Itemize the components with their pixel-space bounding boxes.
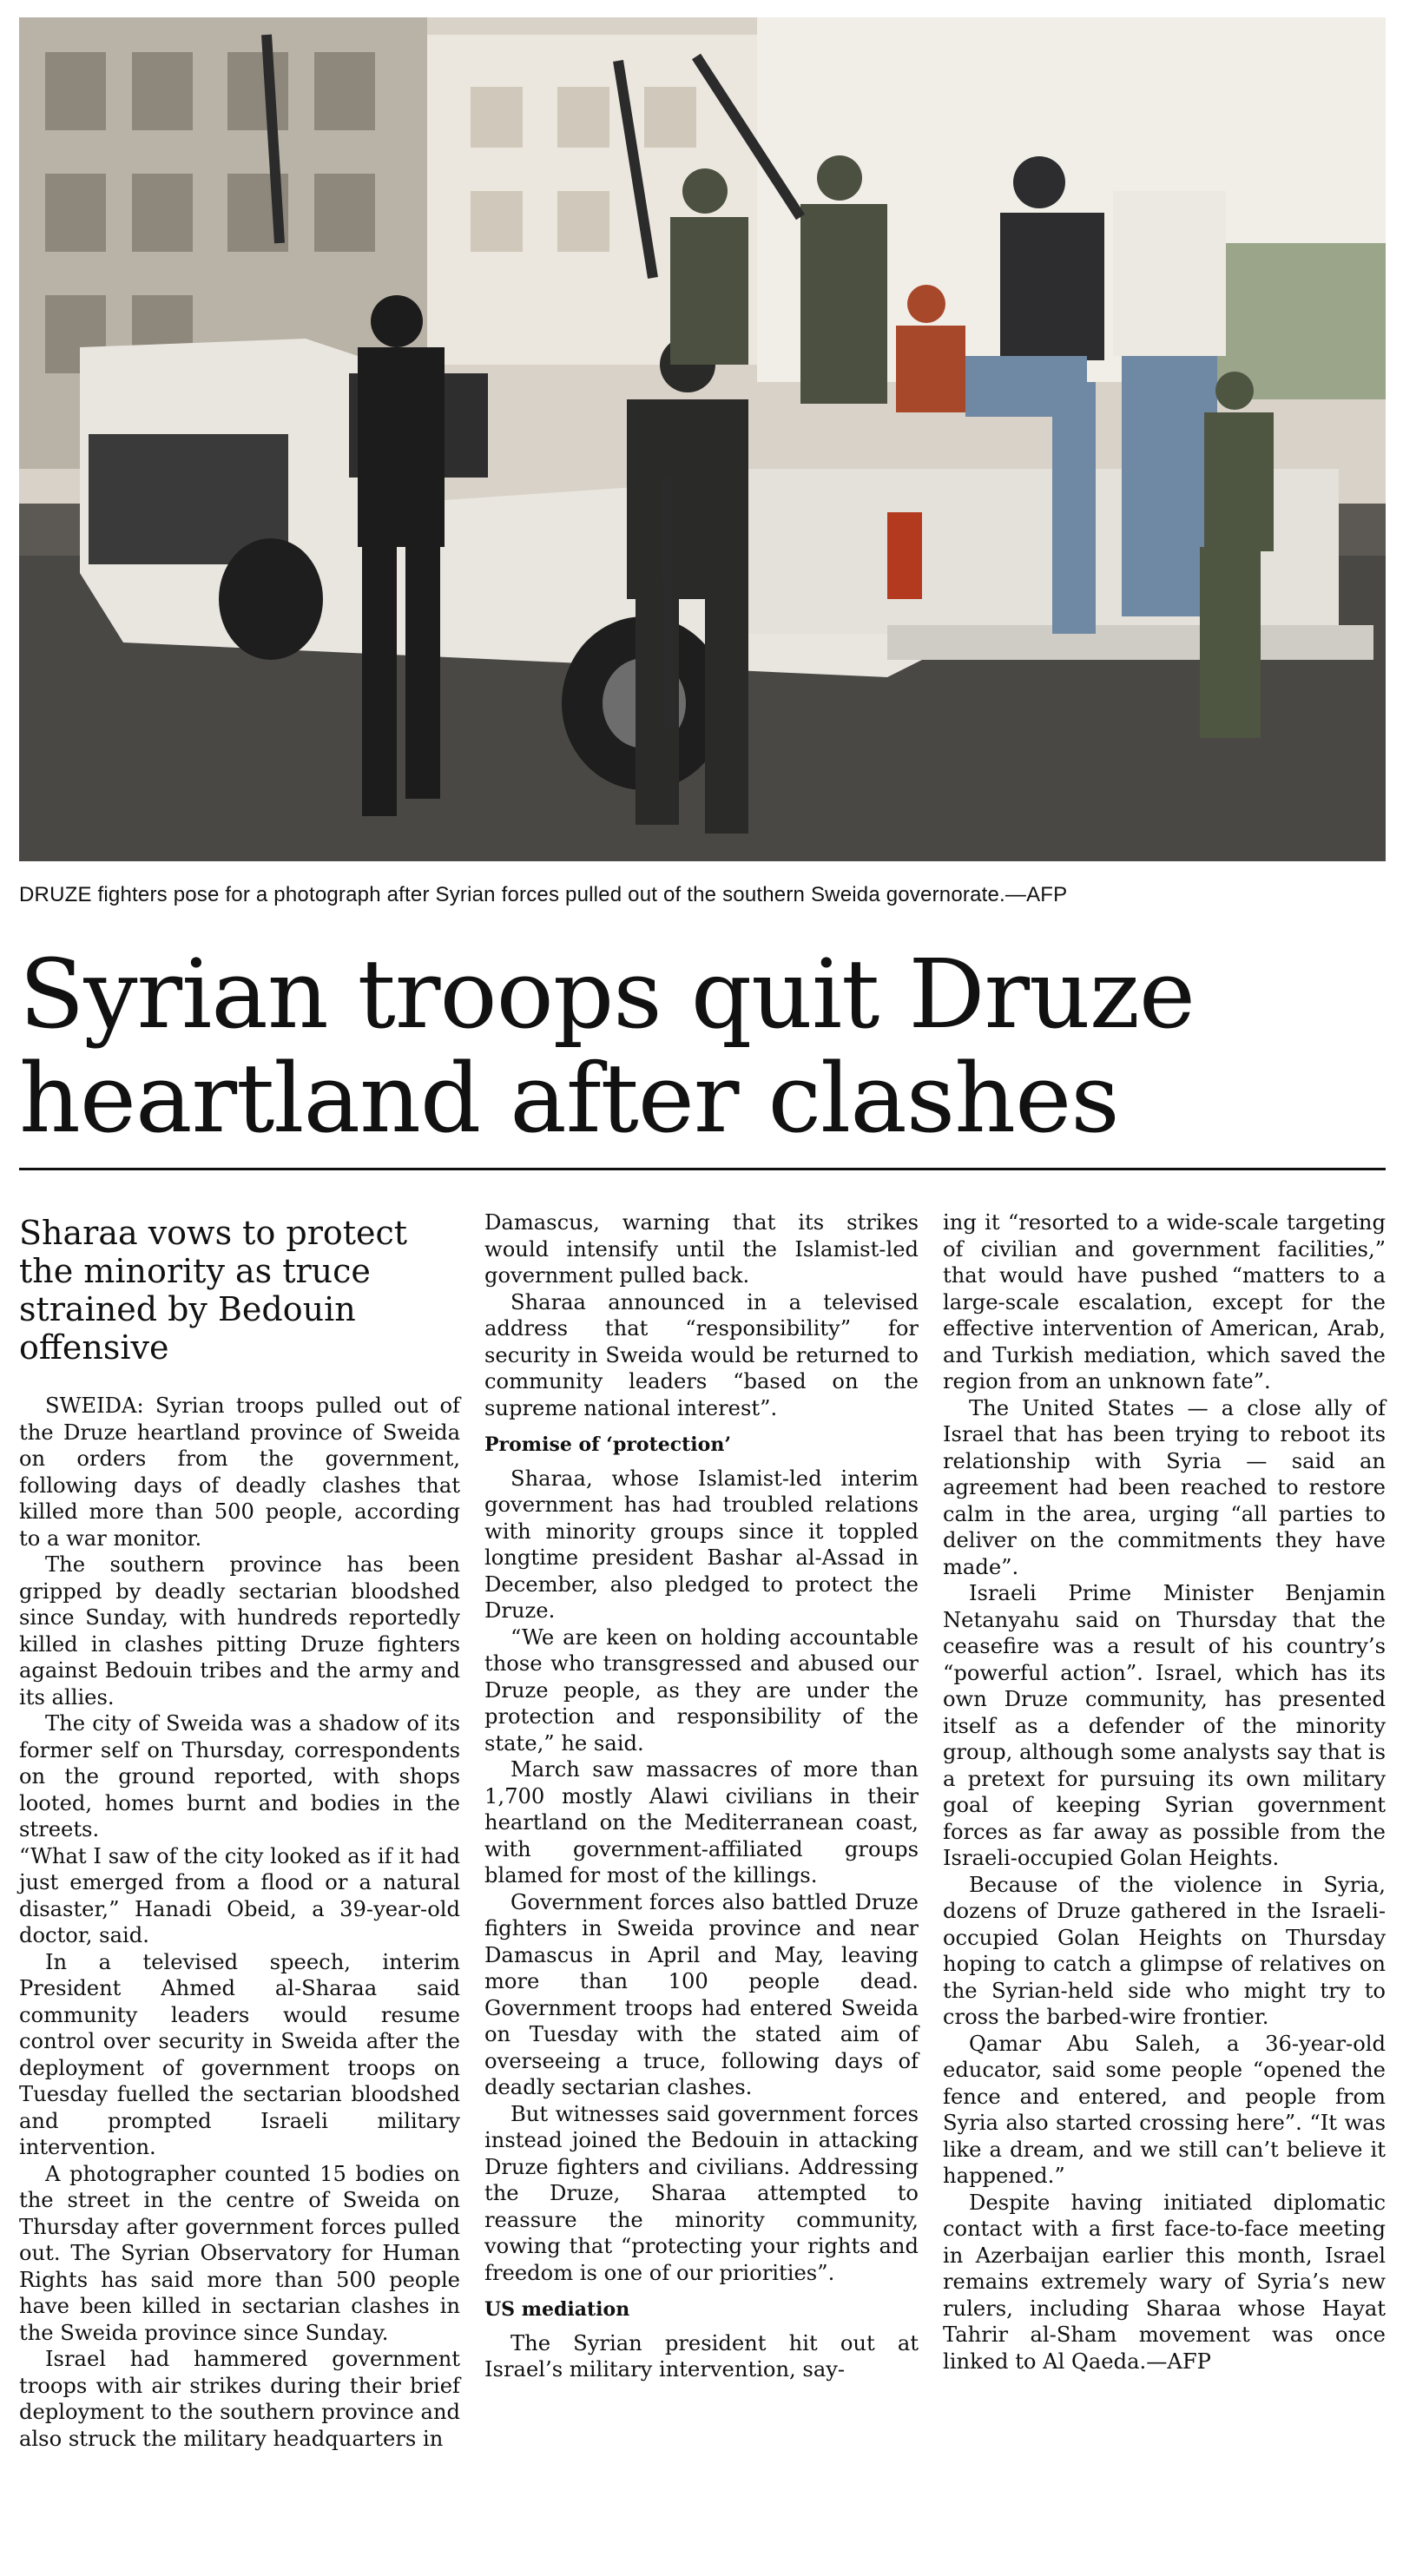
paragraph: The city of Sweida was a shadow of its former self on Thursday, correspondents on the ground reported, with shops looted, homes burnt and bodies in the streets. [19, 1711, 460, 1841]
article-column-2 [484, 1209, 919, 2383]
photo-caption: DRUZE fighters pose for a photograph after Syrian forces pulled out of the southern Sweida governorate.—AFP [19, 883, 1068, 906]
paragraph: Israeli Prime Minister Benjamin Netanyahu said on Thursday that the ceasefire was a result of his country’s “powerful action”. Israel, which has its own Druze community, has presented itself as a defender of the minority group, although some analysts say that is a pretext for pursuing its own military goal of keeping Syrian government forces as far away as possible from the Israeli-occupied Golan Heights. [943, 1581, 1386, 1870]
paragraph: ing it “resorted to a wide-scale targeting of civilian and government facilities,” that would have pushed “matters to a large-scale escalation, except for the effective intervention of American, Arab, and Turkish mediation, which saved the region from an unknown fate”. [943, 1210, 1386, 1393]
headline-rule [19, 1168, 1386, 1170]
news-photo-illustration [19, 17, 1386, 861]
paragraph: In a televised speech, interim President Ahmed al-Sharaa said community leaders would resume control over security in Sweida after the deployment of government troops on Tuesday fuelled the sectarian bloodshed and prompted Israeli military intervention. [19, 1949, 460, 2159]
paragraph: Government forces also battled Druze fighters in Sweida province and near Damascus in April and May, leaving more than 100 people dead. Government troops had entered Sweida on Tuesday with the stated aim of overseeing a truce, following days of deadly sectarian clashes. [484, 1889, 919, 2099]
article-column-3 [943, 1209, 1386, 2375]
paragraph: Sharaa announced in a televised address that “responsibility” for security in Sweida would be returned to community leaders “based on the supreme national interest”. [484, 1289, 919, 1420]
paragraph: Israel had hammered government troops with air strikes during their brief deployment to the southern province and also struck the military headquarters in [19, 2347, 460, 2451]
paragraph: The southern province has been gripped by deadly sectarian bloodshed since Sunday, with hundreds reportedly killed in clashes pitting Druze fighters against Bedouin tribes and the army and its allies. [19, 1552, 460, 1710]
paragraph: Because of the violence in Syria, dozens of Druze gathered in the Israeli-occupied Golan Heights on Thursday hoping to catch a glimpse of relatives on the Syrian-held side who might try to cross the barbed-wire frontier. [943, 1872, 1386, 2029]
paragraph: SWEIDA: Syrian troops pulled out of the Druze heartland province of Sweida on orders from the government, following days of deadly clashes that killed more than 500 people, according to a war monitor. [19, 1393, 460, 1551]
deck: Sharaa vows to protect the minority as truce strained by Bedouin offensive [19, 1214, 408, 1367]
headline-line-2: heartland after clashes [19, 1043, 1119, 1154]
paragraph: Damascus, warning that its strikes would intensify until the Islamist-led government pulled back. [484, 1210, 919, 1288]
news-photo [19, 17, 1386, 861]
headline-line-1: Syrian troops quit Druze [19, 939, 1196, 1050]
article-column-1 [19, 1207, 460, 2452]
paragraph: Qamar Abu Saleh, a 36-year-old educator, said some people “opened the fence and entered, and people from Syria also started crossing here”. “It was like a dream, and we still can’t believe it happened.” [943, 2031, 1386, 2188]
paragraph: Sharaa, whose Islamist-led interim government has had troubled relations with minority groups since it toppled longtime president Bashar al-Assad in December, also pledged to protect the Druze. [484, 1466, 919, 1623]
paragraph: A photographer counted 15 bodies on the street in the centre of Sweida on Thursday after government forces pulled out. The Syrian Observatory for Human Rights has said more than 500 people have been killed in sectarian clashes in the Sweida province since Sunday. [19, 2161, 460, 2345]
paragraph: “What I saw of the city looked as if it had just emerged from a flood or a natural disaster,” Hanadi Obeid, a 39-year-old doctor, said. [19, 1843, 460, 1947]
paragraph: But witnesses said government forces instead joined the Bedouin in attacking Druze fighters and civilians. Addressing the Druze, Sharaa attempted to reassure the minority community, vowing that “protecting your rights and freedom is one of our priorities”. [484, 2101, 919, 2285]
subheading-us-mediation: US mediation [484, 2298, 630, 2321]
subheading-promise: Promise of ‘protection’ [484, 1433, 731, 1456]
paragraph: The Syrian president hit out at Israel’s military intervention, say- [484, 2330, 919, 2382]
paragraph: The United States — a close ally of Israel that has been trying to reboot its relationship with Syria — said an agreement had been reached to restore calm in the area, urging “all parties to deliver on the commitments they have made”. [943, 1395, 1386, 1579]
headline [19, 939, 1386, 1154]
paragraph: “We are keen on holding accountable those who transgressed and abused our Druze people, as they are under the protection and responsibility of the state,” he said. [484, 1624, 919, 1756]
paragraph: March saw massacres of more than 1,700 mostly Alawi civilians in their heartland on the Mediterranean coast, with government-affiliated groups blamed for most of the killings. [484, 1757, 919, 1888]
paragraph: Despite having initiated diplomatic contact with a first face-to-face meeting in Azerbaijan earlier this month, Israel remains extremely wary of Syria’s new rulers, including Sharaa whose Hayat Tahrir al-Sham movement was once linked to Al Qaeda.—AFP [943, 2190, 1386, 2374]
